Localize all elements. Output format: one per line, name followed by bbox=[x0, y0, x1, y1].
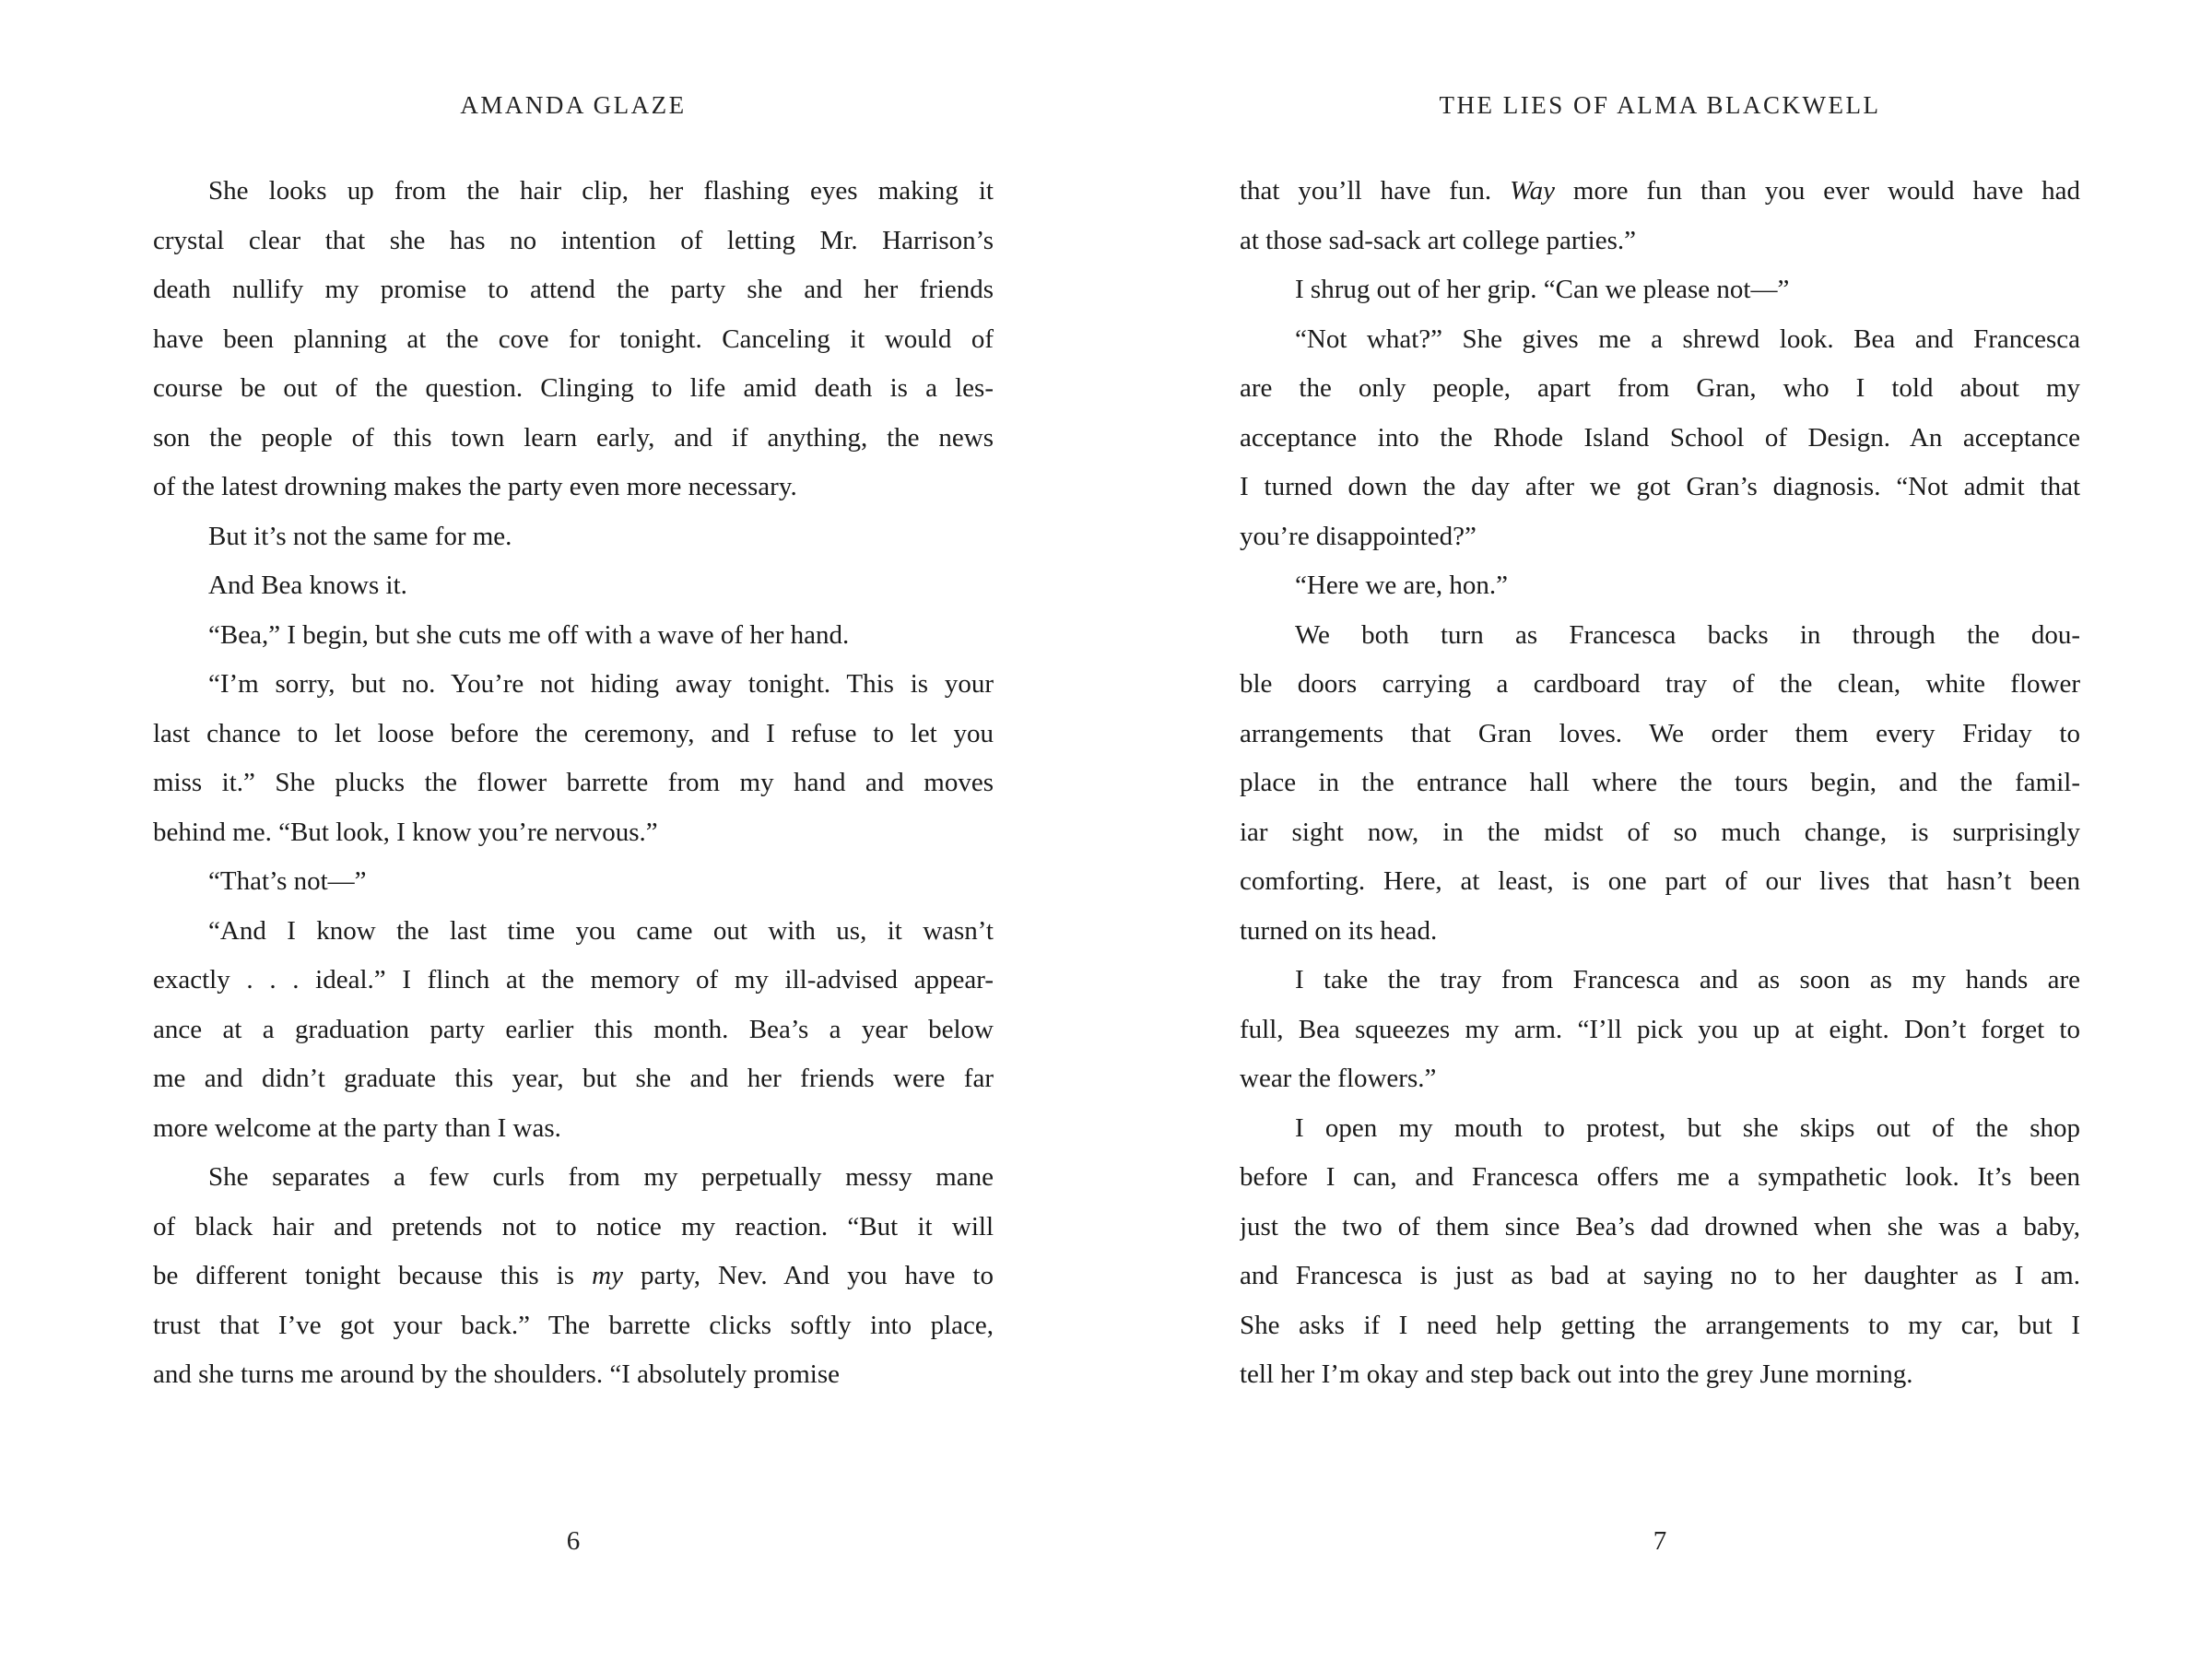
body-text: tell her I’m okay and step back out into the grey June morning. bbox=[1240, 1359, 1913, 1389]
body-text: arrangements that Gran loves. We order them every Friday to bbox=[1240, 718, 2080, 748]
body-text: death nullify my promise to attend the party she and her friends bbox=[153, 275, 994, 304]
body-text: ance at a graduation party earlier this month. Bea’s a year below bbox=[153, 1014, 994, 1044]
body-text: But it’s not the same for me. bbox=[208, 521, 512, 551]
body-text: “Not what?” She gives me a shrewd look. Bea and Francesca bbox=[1295, 324, 2080, 354]
body-text: son the people of this town learn early, and if anything, the news bbox=[153, 422, 994, 453]
text-line bbox=[153, 463, 994, 512]
italic-text: my bbox=[592, 1261, 623, 1290]
page-right bbox=[1106, 0, 2212, 1659]
text-line bbox=[153, 1054, 994, 1104]
body-text: I take the tray from Francesca and as soon as my hands are bbox=[1295, 965, 2080, 994]
running-header-title: THE LIES OF ALMA BLACKWELL bbox=[1439, 91, 1881, 119]
body-text: exactly . . . ideal.” I flinch at the memory of my ill-advised appear- bbox=[153, 965, 994, 994]
text-line bbox=[153, 907, 994, 957]
body-text: more welcome at the party than I was. bbox=[153, 1112, 561, 1143]
body-text: behind me. “But look, I know you’re nervous.” bbox=[153, 817, 658, 847]
text-line bbox=[1240, 167, 2080, 217]
page-left-body bbox=[153, 167, 994, 1400]
text-line bbox=[153, 660, 994, 710]
page-right-body bbox=[1240, 167, 2080, 1400]
text-line bbox=[1240, 217, 2080, 266]
body-text: have been planning at the cove for tonight. Canceling it would of bbox=[153, 324, 994, 354]
body-text: And Bea knows it. bbox=[208, 571, 407, 600]
body-text: before I can, and Francesca offers me a sympathetic look. It’s been bbox=[1240, 1162, 2080, 1192]
text-line bbox=[1240, 759, 2080, 808]
body-text: I turned down the day after we got Gran’s diagnosis. “Not admit that bbox=[1240, 472, 2080, 501]
body-text: I shrug out of her grip. “Can we please not—” bbox=[1295, 275, 1790, 304]
italic-text: Way bbox=[1510, 176, 1555, 206]
text-line bbox=[153, 265, 994, 315]
body-text: more fun than you ever would have had bbox=[1554, 176, 2080, 206]
body-text: turned on its head. bbox=[1240, 915, 1438, 946]
text-line bbox=[153, 167, 994, 217]
body-text: last chance to let loose before the ceremony, and I refuse to let you bbox=[153, 718, 994, 748]
body-text: be different tonight because this is bbox=[153, 1261, 593, 1290]
body-text: ble doors carrying a cardboard tray of the clean, white flower bbox=[1240, 669, 2080, 699]
text-line bbox=[1240, 660, 2080, 710]
page-left-column bbox=[153, 0, 994, 1659]
body-text: “And I know the last time you came out with us, it wasn’t bbox=[208, 915, 994, 946]
text-line bbox=[153, 710, 994, 759]
body-text: She asks if I need help getting the arrangements to my car, but I bbox=[1240, 1310, 2080, 1340]
body-text: “Bea,” I begin, but she cuts me off with a wave of her hand. bbox=[208, 619, 850, 650]
body-text: are the only people, apart from Gran, who I told about my bbox=[1240, 373, 2080, 403]
text-line bbox=[153, 1203, 994, 1253]
body-text: She separates a few curls from my perpetually messy mane bbox=[208, 1162, 994, 1192]
text-line bbox=[1240, 315, 2080, 365]
page-number-left: 6 bbox=[566, 1526, 581, 1556]
body-text: wear the flowers.” bbox=[1240, 1064, 1437, 1093]
text-line bbox=[1240, 1203, 2080, 1253]
body-text: and Francesca is just as bad at saying no to her daughter as I am. bbox=[1240, 1261, 2080, 1290]
text-line bbox=[1240, 1006, 2080, 1055]
body-text: of the latest drowning makes the party even more necessary. bbox=[153, 472, 797, 501]
body-text: full, Bea squeezes my arm. “I’ll pick you up at eight. Don’t forget to bbox=[1240, 1014, 2080, 1044]
body-text: me and didn’t graduate this year, but she and her friends were far bbox=[153, 1064, 994, 1093]
text-line bbox=[1240, 265, 2080, 315]
body-text: of black hair and pretends not to notice my reaction. “But it will bbox=[153, 1211, 994, 1241]
text-line bbox=[153, 414, 994, 464]
text-line bbox=[153, 759, 994, 808]
body-text: comforting. Here, at least, is one part of our lives that hasn’t been bbox=[1240, 866, 2080, 896]
body-text: She looks up from the hair clip, her flashing eyes making it bbox=[208, 176, 994, 206]
body-text: “That’s not—” bbox=[208, 866, 367, 896]
body-text: “I’m sorry, but no. You’re not hiding away tonight. This is your bbox=[208, 669, 994, 699]
body-text: that you’ll have fun. bbox=[1240, 176, 1511, 206]
text-line bbox=[1240, 1301, 2080, 1351]
text-line bbox=[1240, 1054, 2080, 1104]
body-text: and she turns me around by the shoulders. “I absolutely promise bbox=[153, 1359, 840, 1389]
body-text: “Here we are, hon.” bbox=[1295, 571, 1509, 600]
page-right-column bbox=[1240, 0, 2080, 1659]
text-line bbox=[153, 857, 994, 907]
text-line bbox=[153, 561, 994, 611]
text-line bbox=[153, 364, 994, 414]
text-line bbox=[1240, 561, 2080, 611]
text-line bbox=[1240, 364, 2080, 414]
text-line bbox=[153, 1252, 994, 1301]
body-text: trust that I’ve got your back.” The barrette clicks softly into place, bbox=[153, 1310, 994, 1340]
body-text: iar sight now, in the midst of so much change, is surprisingly bbox=[1240, 817, 2080, 847]
text-line bbox=[153, 512, 994, 562]
text-line bbox=[153, 1006, 994, 1055]
text-line bbox=[153, 217, 994, 266]
text-line bbox=[1240, 857, 2080, 907]
text-line bbox=[153, 611, 994, 661]
text-line bbox=[153, 1153, 994, 1203]
text-line bbox=[1240, 1350, 2080, 1400]
text-line bbox=[153, 808, 994, 858]
body-text: acceptance into the Rhode Island School of Design. An acceptance bbox=[1240, 422, 2080, 453]
body-text: just the two of them since Bea’s dad drowned when she was a baby, bbox=[1240, 1211, 2080, 1241]
text-line bbox=[153, 1350, 994, 1400]
body-text: course be out of the question. Clinging to life amid death is a les- bbox=[153, 373, 994, 403]
text-line bbox=[153, 1301, 994, 1351]
text-line bbox=[1240, 611, 2080, 661]
body-text: We both turn as Francesca backs in through the dou- bbox=[1295, 619, 2080, 650]
body-text: place in the entrance hall where the tours begin, and the famil- bbox=[1240, 768, 2080, 797]
text-line bbox=[153, 315, 994, 365]
text-line bbox=[1240, 710, 2080, 759]
text-line bbox=[1240, 956, 2080, 1006]
body-text: miss it.” She plucks the flower barrette from my hand and moves bbox=[153, 768, 994, 797]
body-text: I open my mouth to protest, but she skips out of the shop bbox=[1295, 1112, 2080, 1143]
body-text: you’re disappointed?” bbox=[1240, 521, 1477, 551]
text-line bbox=[1240, 907, 2080, 957]
text-line bbox=[1240, 808, 2080, 858]
text-line bbox=[1240, 512, 2080, 562]
text-line bbox=[1240, 1153, 2080, 1203]
body-text: at those sad-sack art college parties.” bbox=[1240, 225, 1636, 255]
text-line bbox=[1240, 414, 2080, 464]
text-line bbox=[1240, 1252, 2080, 1301]
text-line bbox=[153, 1104, 994, 1154]
body-text: crystal clear that she has no intention of letting Mr. Harrison’s bbox=[153, 225, 994, 255]
running-header-author: AMANDA GLAZE bbox=[460, 91, 687, 119]
text-line bbox=[1240, 463, 2080, 512]
text-line bbox=[153, 956, 994, 1006]
body-text: party, Nev. And you have to bbox=[622, 1261, 994, 1290]
page-number-right: 7 bbox=[1653, 1526, 1667, 1556]
text-line bbox=[1240, 1104, 2080, 1154]
